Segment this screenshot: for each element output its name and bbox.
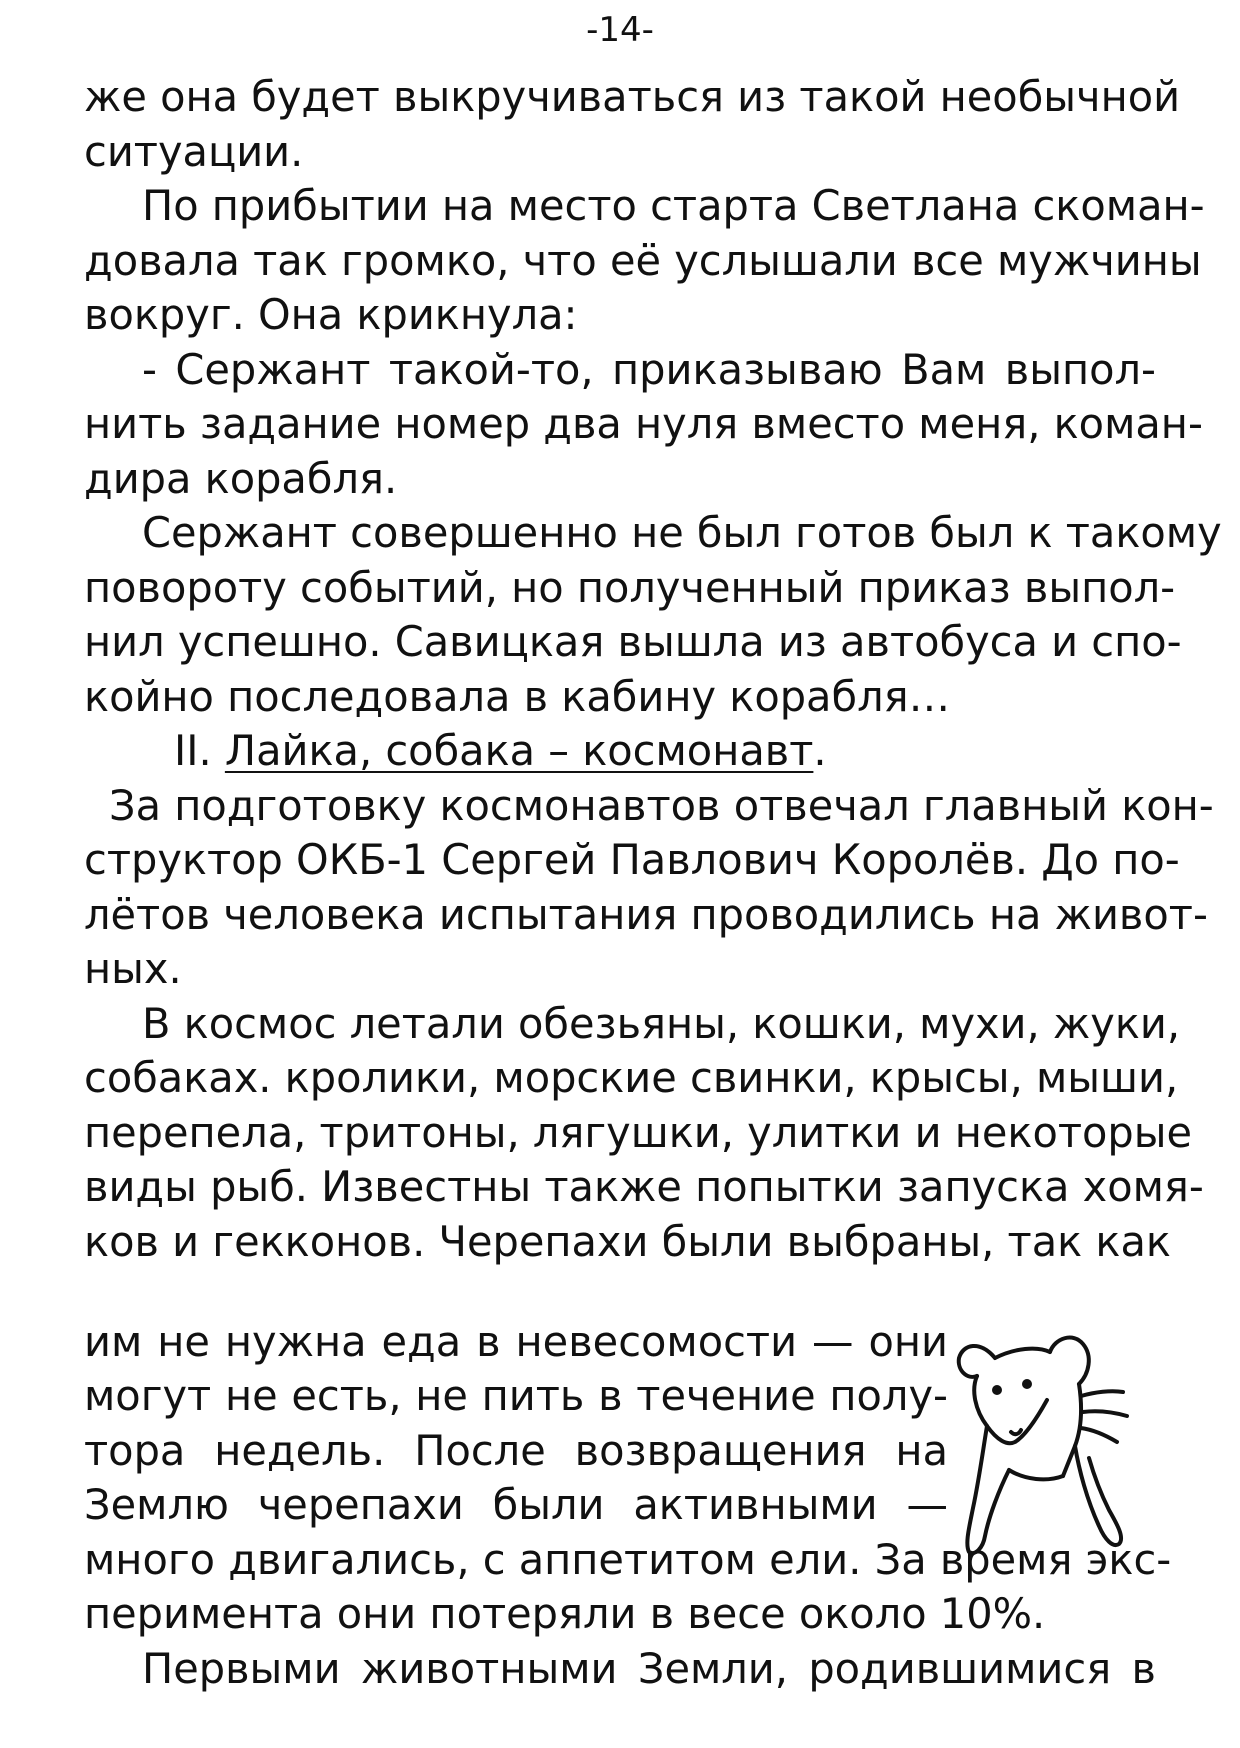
text-line: нить задание номер два нуля вместо меня, коман- [84,399,1203,448]
text-block-top [84,70,1222,1269]
text-line: могут не есть, не пить в течение полу- [84,1371,948,1420]
text-line: перепела, тритоны, лягушки, улитки и некоторые [84,1107,1193,1157]
dog-drawing-icon [955,1330,1150,1560]
text-line: нил успешно. Савицкая вышла из автобуса и спо- [84,617,1182,666]
paragraph-start-line: По прибытии на место старта Светлана скоман- [142,181,1205,230]
text-line: ков и гекконов. Черепахи были выбраны, так как [84,1216,1171,1266]
text-line: структор ОКБ-1 Сергей Павлович Королёв. До по- [84,835,1180,884]
text-line: же она будет выкручиваться из такой необычной [84,72,1181,121]
dialogue-line: - Сержант такой-то, приказываю Вам выпол- [142,344,1156,394]
text-line: лётов человека испытания проводились на живот- [84,889,1208,939]
text-line: вокруг. Она крикнула: [84,290,578,339]
text-line: повороту событий, но полученный приказ выпол- [84,562,1176,612]
text-line: тора недель. После возвращения на [84,1425,948,1475]
text-line: перимента они потеряли в весе около 10%. [84,1589,1046,1638]
text-line: ных. [84,944,182,993]
text-line: им не нужна еда в невесомости — они [84,1316,948,1366]
paragraph-start-line: Сержант совершенно не был готов был к такому [142,508,1222,557]
page-number: -14- [586,10,654,50]
heading-end: . [813,726,827,775]
text-block-wrapped [84,1315,948,1533]
text-line: довала так громко, что её услышали все мужчины [84,235,1202,285]
text-line: ситуации. [84,126,304,176]
paragraph-start-line: За подготовку космонавтов отвечал главный кон- [109,780,1214,830]
text-line: дира корабля. [84,453,398,503]
paragraph-start-line: Первыми животными Земли, родившимися в [142,1643,1156,1693]
section-heading [84,724,1156,779]
text-line: собаках. кролики, морские свинки, крысы, мыши, [84,1053,1179,1102]
text-line: койно последовала в кабину корабля… [84,671,951,721]
text-line: виды рыб. Известны также попытки запуска хомя- [84,1162,1204,1211]
text-line: много двигались, с аппетитом ели. За время экс- [84,1534,1172,1584]
heading-title: Лайка, собака – космонавт [224,726,814,775]
heading-number: II. [174,726,212,775]
text-line: Землю черепахи были активными — [84,1480,948,1529]
paragraph-start-line: В космос летали обезьяны, кошки, мухи, жуки, [142,998,1181,1048]
